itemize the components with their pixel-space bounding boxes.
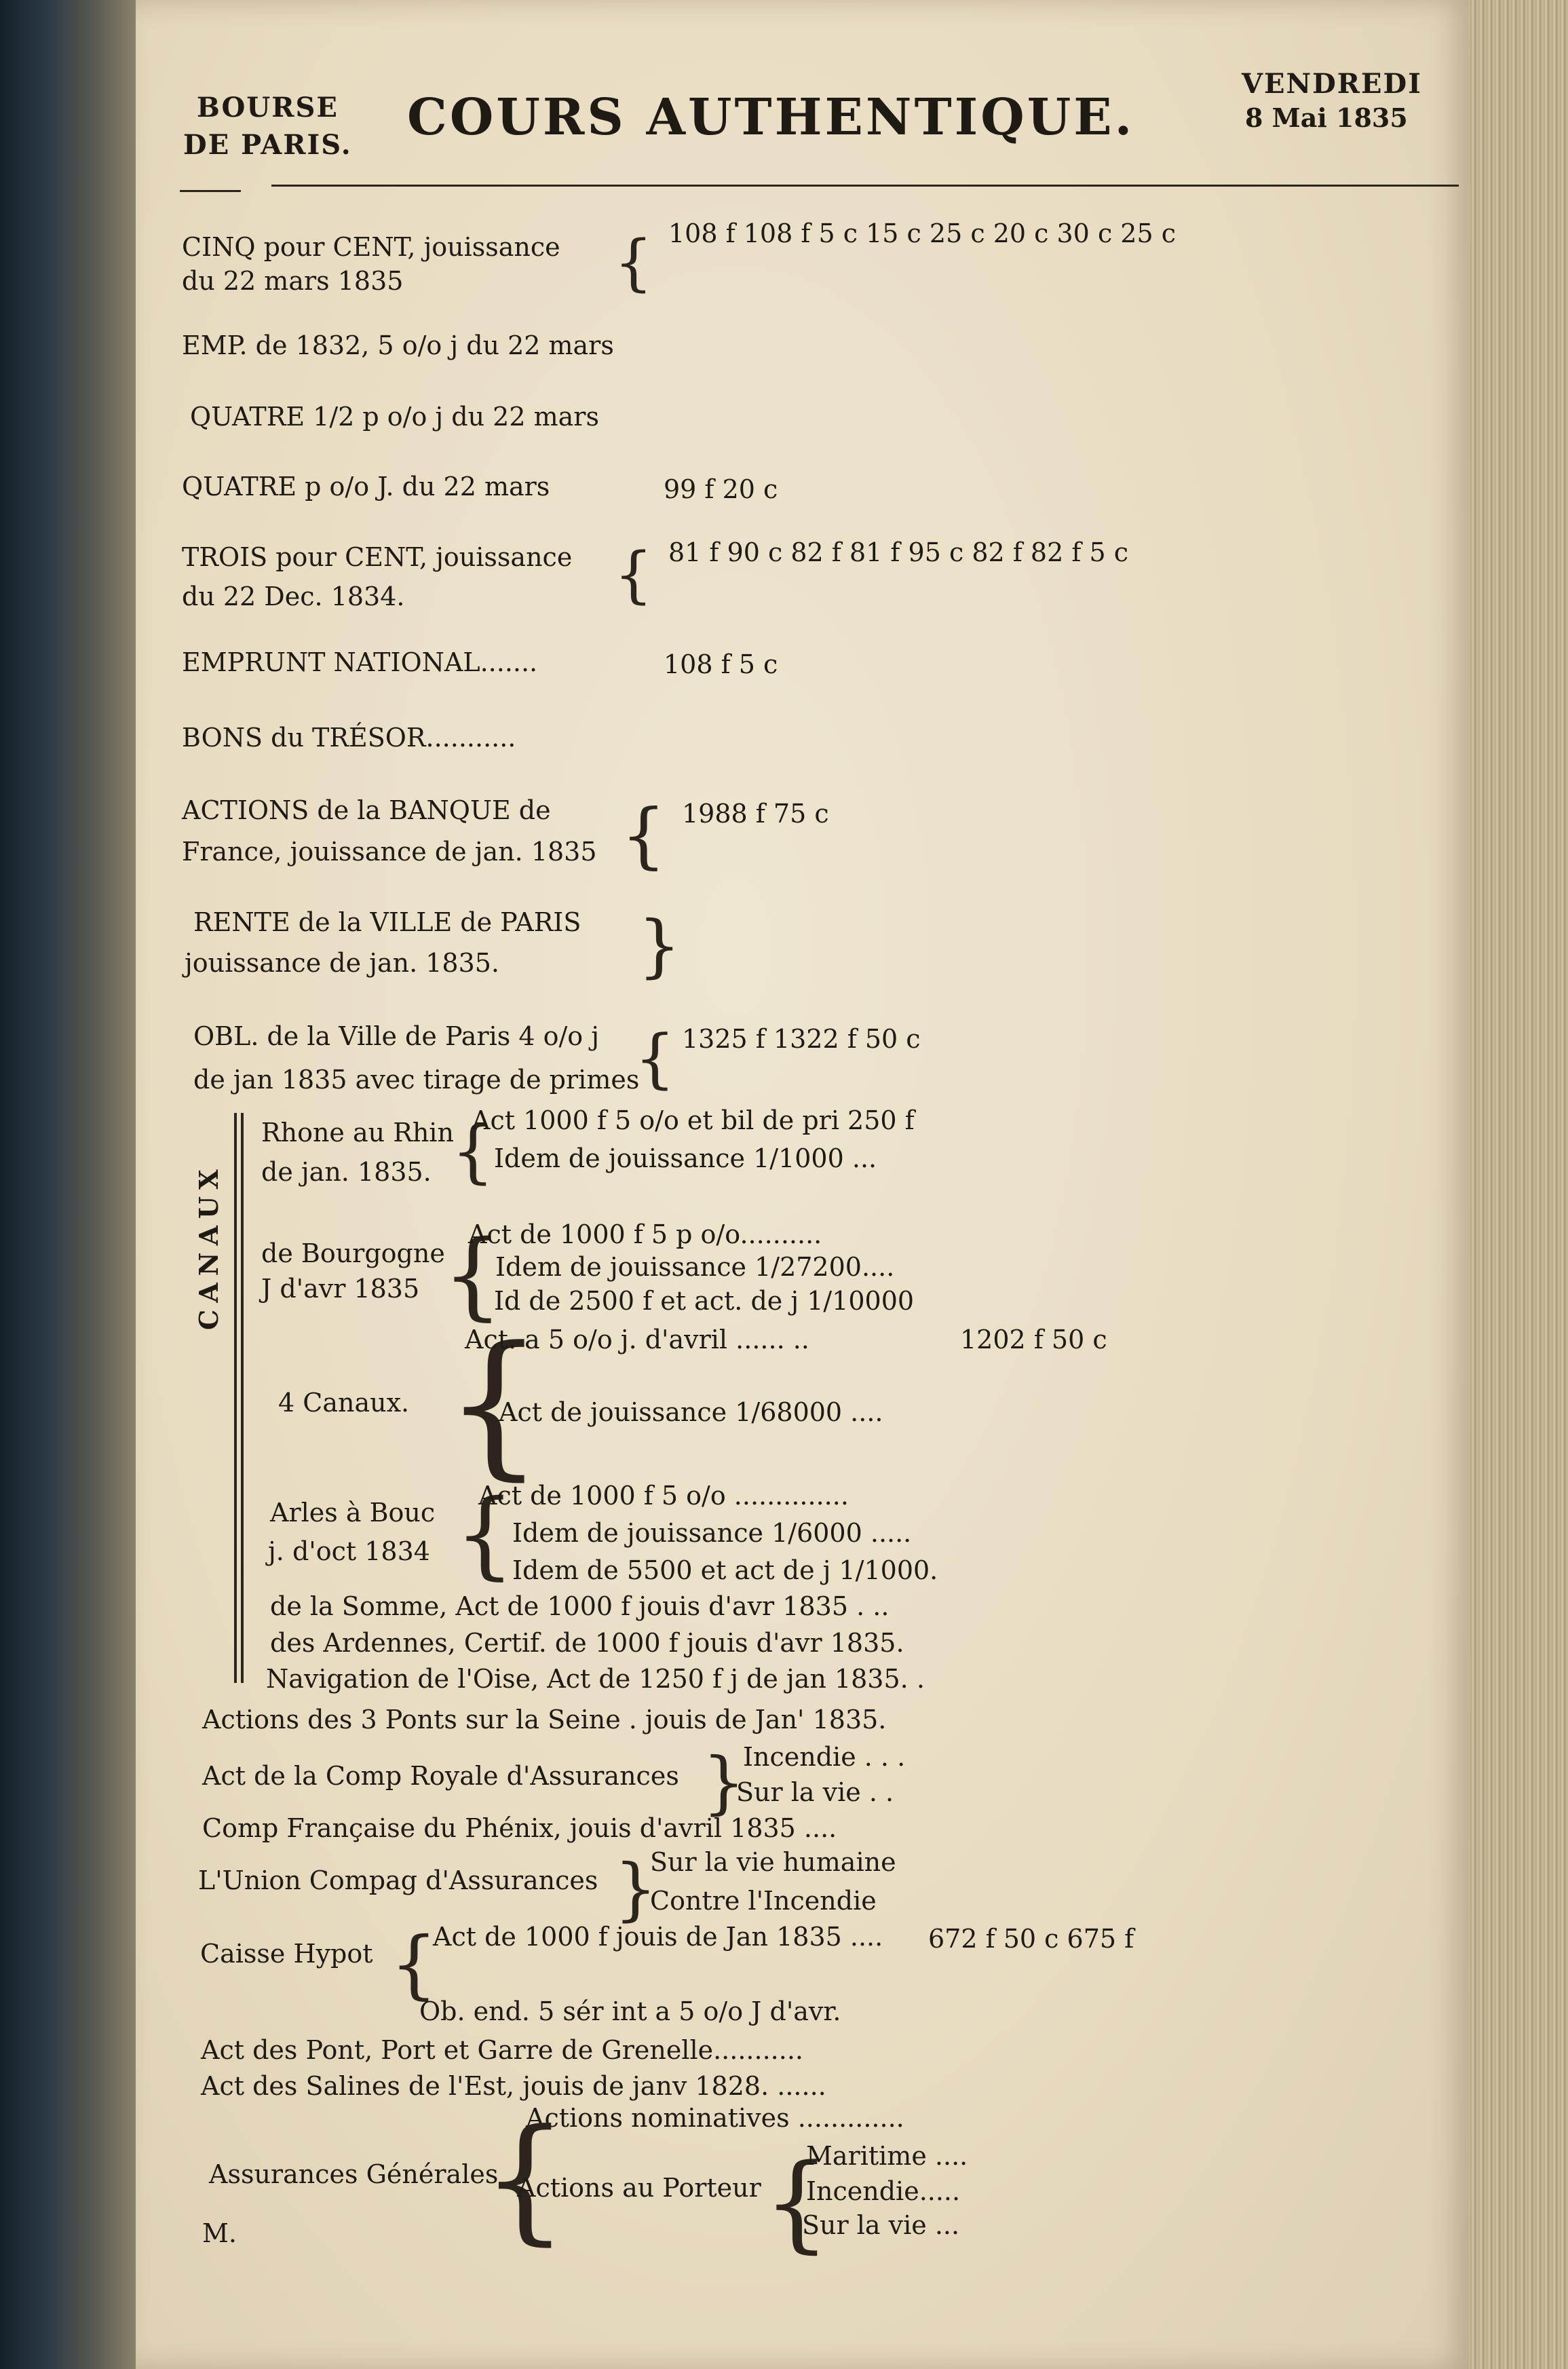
ardennes-row: des Ardennes, Certif. de 1000 f jouis d'avr 1835.: [270, 1628, 904, 1658]
canaux-label: CANAUX: [193, 1162, 224, 1330]
header-day: VENDREDI: [1242, 68, 1422, 100]
quatre-demi-label: QUATRE 1/2 p o/o j du 22 mars: [190, 402, 599, 432]
brace-icon: {: [614, 227, 653, 299]
somme-row: de la Somme, Act de 1000 f jouis d'avr 1835 . ..: [270, 1591, 890, 1621]
canaux-bracket: [241, 1113, 244, 1683]
quatre-values: 99 f 20 c: [664, 474, 778, 504]
caisse-a: Act de 1000 f jouis de Jan 1835 ....: [433, 1922, 883, 1952]
nominatives-row: Actions nominatives .............: [526, 2103, 904, 2133]
comp-royale-label: Act de la Comp Royale d'Assurances: [202, 1761, 679, 1791]
quatre-label: QUATRE p o/o J. du 22 mars: [182, 472, 550, 501]
caisse-label: Caisse Hypot: [200, 1939, 373, 1969]
arles-c: Idem de 5500 et act de j 1/1000.: [512, 1555, 938, 1585]
actions-label-2: France, jouissance de jan. 1835: [182, 837, 597, 867]
emprunt-label: EMPRUNT NATIONAL.......: [182, 647, 538, 677]
porteur-vie: Sur la vie ...: [802, 2210, 960, 2240]
ob-end-row: Ob. end. 5 sér int a 5 o/o J d'avr.: [419, 1996, 841, 2026]
brace-icon: }: [702, 1743, 746, 1822]
trois-label-2: du 22 Dec. 1834.: [182, 582, 405, 611]
arles-label-1: Arles à Bouc: [270, 1498, 436, 1528]
union-label: L'Union Compag d'Assurances: [198, 1865, 598, 1895]
rhone-a: Act 1000 f 5 o/o et bil de pri 250 f: [472, 1105, 915, 1135]
cinq-label-1: CINQ pour CENT, jouissance: [182, 232, 560, 262]
brace-icon: {: [763, 2141, 830, 2264]
rhone-label-2: de jan. 1835.: [261, 1157, 432, 1187]
actions-label-1: ACTIONS de la BANQUE de: [182, 795, 551, 825]
brace-icon: {: [455, 1479, 516, 1590]
brace-icon: {: [444, 1314, 544, 1495]
union-vie: Sur la vie humaine: [650, 1847, 896, 1877]
arles-b: Idem de jouissance 1/6000 .....: [512, 1518, 912, 1548]
header-rule-left: [180, 190, 241, 192]
oise-row: Navigation de l'Oise, Act de 1250 f j de jan 1835. .: [266, 1664, 925, 1694]
cinq-label-2: du 22 mars 1835: [182, 266, 404, 296]
salines-row: Act des Salines de l'Est, jouis de janv 1828. ......: [201, 2071, 826, 2101]
brace-icon: {: [451, 1112, 495, 1191]
bourgogne-c: Id de 2500 f et act. de j 1/10000: [494, 1286, 915, 1316]
header-rule-main: [271, 185, 1459, 187]
header-bourse: BOURSE: [197, 92, 339, 124]
m-label: M.: [202, 2218, 237, 2248]
header-de-paris: DE PARIS.: [183, 129, 352, 161]
emp-label: EMP. de 1832, 5 o/o j du 22 mars: [182, 330, 614, 360]
phenix-row: Comp Française du Phénix, jouis d'avril 1835 ....: [202, 1813, 837, 1843]
quatre-canaux-label: 4 Canaux.: [278, 1388, 410, 1418]
porteur-maritime: Maritime ....: [806, 2141, 968, 2171]
arles-a: Act de 1000 f 5 o/o ..............: [478, 1481, 849, 1511]
quatre-canaux-b: Act de jouissance 1/68000 ....: [499, 1397, 883, 1427]
brace-icon: }: [614, 1849, 657, 1929]
rente-label-1: RENTE de la VILLE de PARIS: [193, 907, 581, 937]
ponts-row: Actions des 3 Ponts sur la Seine . jouis de Jan' 1835.: [202, 1705, 887, 1735]
assurances-label: Assurances Générales: [209, 2159, 499, 2189]
rente-label-2: jouissance de jan. 1835.: [185, 948, 500, 978]
bourgogne-label-2: J d'avr 1835: [261, 1274, 420, 1304]
trois-values: 81 f 90 c 82 f 81 f 95 c 82 f 82 f 5 c: [668, 537, 1129, 567]
bourgogne-label-1: de Bourgogne: [261, 1238, 445, 1268]
caisse-values: 672 f 50 c 675 f: [928, 1924, 1134, 1954]
obl-label-1: OBL. de la Ville de Paris 4 o/o j: [193, 1021, 600, 1051]
brace-icon: {: [442, 1220, 503, 1331]
page-edges: [1469, 0, 1568, 2369]
union-incendie: Contre l'Incendie: [650, 1886, 877, 1916]
brace-icon: {: [614, 539, 653, 611]
brace-icon: }: [638, 906, 681, 985]
brace-icon: {: [482, 2100, 569, 2258]
obl-values: 1325 f 1322 f 50 c: [682, 1024, 921, 1054]
obl-label-2: de jan 1835 avec tirage de primes: [193, 1065, 640, 1095]
bourgogne-b: Idem de jouissance 1/27200....: [495, 1252, 895, 1282]
bons-label: BONS du TRÉSOR...........: [182, 723, 516, 753]
canaux-bracket: [234, 1113, 237, 1683]
book-binding: [0, 0, 136, 2369]
emprunt-values: 108 f 5 c: [664, 649, 778, 679]
grenelle-row: Act des Pont, Port et Garre de Grenelle...........: [201, 2035, 803, 2065]
header-date: 8 Mai 1835: [1245, 102, 1408, 133]
rhone-label-1: Rhone au Rhin: [261, 1118, 454, 1148]
comp-royale-vie: Sur la vie . .: [736, 1777, 894, 1807]
page-title: COURS AUTHENTIQUE.: [407, 88, 1135, 147]
brace-icon: {: [390, 1920, 438, 2007]
arles-label-2: j. d'oct 1834: [268, 1536, 430, 1566]
comp-royale-incendie: Incendie . . .: [743, 1742, 906, 1772]
cinq-values: 108 f 108 f 5 c 15 c 25 c 20 c 30 c 25 c: [668, 219, 1177, 248]
quatre-canaux-a-value: 1202 f 50 c: [960, 1325, 1107, 1354]
porteur-incendie: Incendie.....: [806, 2176, 961, 2206]
bourgogne-a: Act de 1000 f 5 p o/o..........: [468, 1219, 822, 1249]
rhone-b: Idem de jouissance 1/1000 ...: [494, 1143, 877, 1173]
trois-label-1: TROIS pour CENT, jouissance: [182, 542, 573, 572]
porteur-label: Actions au Porteur: [517, 2173, 761, 2203]
brace-icon: {: [621, 794, 666, 877]
actions-values: 1988 f 75 c: [682, 799, 829, 829]
brace-icon: {: [634, 1021, 676, 1096]
quatre-canaux-a: Act. a 5 o/o j. d'avril ...... ..: [465, 1325, 809, 1354]
